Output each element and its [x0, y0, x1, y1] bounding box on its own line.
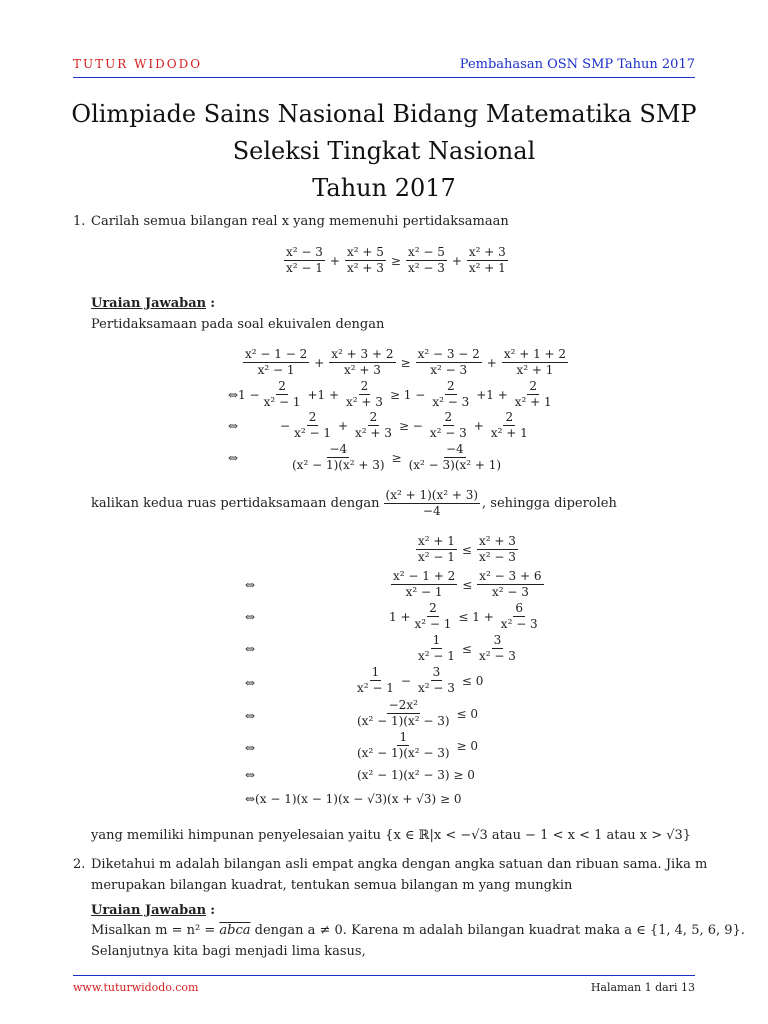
q2-text-line-1: Diketahui m adalah bilangan asli empat angka dengan angka satuan dan ribuan sama. Jika m	[91, 857, 708, 872]
header-doc-title: Pembahasan OSN SMP Tahun 2017	[459, 57, 695, 72]
q1-step-1: x² − 1 − 2 x² − 1 + $\frac{\text{x² + 3 + 2}}{\text{x² + 3}}$ ≥ $\frac{\text{x² − 3 − 2}}{\text{x² − 3}}$ + $\frac{\text{x² + 1 + 2}}{\text{x² + 1}}$	[245, 347, 567, 377]
q1-step-13: ⇔(x − 1)(x − 1)(x − √3)(x + √3) ≥ 0	[245, 792, 462, 806]
q1-answer-heading: Uraian Jawaban :	[91, 296, 216, 311]
q2-answer-line-1: Misalkan m = n² = abca dengan a ≠ 0. Karena m adalah bilangan kuadrat maka a ∈ {1, 4, 5, 6, 9}.	[91, 923, 745, 938]
q1-text: Carilah semua bilangan real x yang memenuhi pertidaksamaan	[91, 214, 509, 229]
q1-step-12: ⇔	[245, 768, 256, 782]
q1-multiply-line: kalikan kedua ruas pertidaksamaan dengan (x² + 1)(x² + 3) −4 , sehingga diperoleh	[91, 488, 617, 518]
title-line-2: Seleksi Tingkat Nasional	[232, 137, 536, 165]
q1-result: yang memiliki himpunan penyelesaian yaitu {x ∈ ℝ|x < −√3 atau − 1 < x < 1 atau x > √3}	[91, 828, 692, 843]
q1-intro: Pertidaksamaan pada soal ekuivalen dengan	[91, 317, 385, 332]
q1-step-3: ⇔ − $\frac{2}{\text{x² − 1}}$ + $\frac{2}{\text{x² + 3}}$ ≥ − $\frac{2}{\text{x² − 3}}$ + $\frac{2}{\text{x² + 1}}$	[228, 410, 528, 440]
q1-step-9: ⇔	[245, 676, 256, 690]
q1-step-12-expr: (x² − 1)(x² − 3) ≥ 0	[357, 768, 475, 782]
q1-main-inequality: x² − 3 x² − 1 + $\frac{\text{x² + 5}}{\text{x² + 3}}$ ≥ $\frac{\text{x² − 5}}{\text{x² − 3}}$ + $\frac{\text{x² + 3}}{\text{x² + 1}}$	[286, 245, 506, 275]
header-rule	[73, 77, 695, 78]
q1-step-7: ⇔	[245, 610, 256, 624]
page-title	[0, 96, 768, 207]
footer-url-link[interactable]: www.tuturwidodo.com	[73, 981, 199, 994]
q2-number: 2.	[73, 857, 86, 872]
q1-step-11: ⇔	[245, 741, 256, 755]
header-author: TUTUR WIDODO	[73, 57, 203, 71]
q1-step-9-expr: 1 x² − 1 − $\frac{3}{\text{x² − 3}}$ ≤ 0	[357, 665, 484, 695]
q1-step-10-expr: $\frac{\text{−2x²}}{\text{(x² − 1)(x² − 3)}}$ ≤ 0	[357, 698, 479, 728]
q1-number: 1.	[73, 214, 86, 229]
footer-rule	[73, 975, 695, 976]
q1-step-8: ⇔	[245, 642, 256, 656]
q1-step-2: ⇔1 − $\frac{2}{\text{x² − 1}}$ +1 + $\frac{2}{\text{x² + 3}}$ ≥ 1 − $\frac{2}{\text{x² − 3}}$ +1 + $\frac{2}{\text{x² + 1}}$	[228, 379, 552, 409]
q2-answer-heading: Uraian Jawaban :	[91, 903, 216, 918]
q1-step-6-expr: $\frac{\text{x² − 1 + 2}}{\text{x² − 1}}$ ≤ $\frac{\text{x² − 3 + 6}}{\text{x² − 3}}$	[393, 569, 542, 599]
q1-step-11-expr: $\frac{1}{\text{(x² − 1)(x² − 3)}}$ ≥ 0	[357, 730, 479, 760]
q1-step-4: ⇔ $\frac{-4}{\text{(x² − 1)(x² + 3)}}$ ≥ $\frac{-4}{\text{(x² − 3)(x² + 1)}}$	[228, 442, 502, 472]
title-line-3: Tahun 2017	[312, 174, 456, 202]
q2-answer-line-2: Selanjutnya kita bagi menjadi lima kasus,	[91, 944, 366, 959]
footer-page-number: Halaman 1 dari 13	[590, 981, 695, 994]
q1-step-6: ⇔	[245, 578, 256, 592]
q2-text-line-2: merupakan bilangan kuadrat, tentukan semua bilangan m yang mungkin	[91, 878, 573, 893]
q1-step-7-expr: 1 + $\frac{2}{\text{x² − 1}}$ ≤ 1 + $\frac{6}{\text{x² − 3}}$	[389, 601, 538, 631]
q1-step-5: $\frac{\text{x² + 1}}{\text{x² − 1}}$ ≤ $\frac{\text{x² + 3}}{\text{x² − 3}}$	[418, 534, 516, 564]
q1-step-10: ⇔	[245, 709, 256, 723]
q1-step-8-expr: $\frac{1}{\text{x² − 1}}$ ≤ $\frac{3}{\text{x² − 3}}$	[418, 633, 516, 663]
title-line-1: Olimpiade Sains Nasional Bidang Matematika SMP	[71, 100, 697, 128]
